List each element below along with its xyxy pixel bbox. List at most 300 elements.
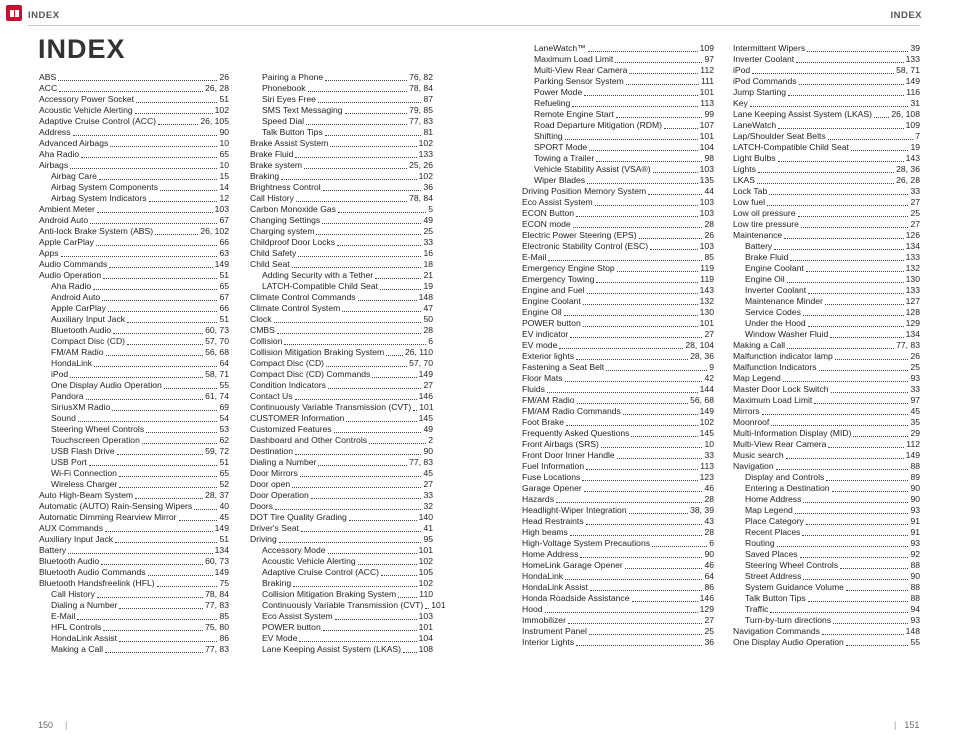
entry-pages: 90: [910, 483, 920, 493]
index-entry: [39, 512, 229, 523]
entry-term: Head Restraints: [522, 516, 584, 526]
index-entry: [522, 472, 714, 483]
entry-pages: 144: [699, 384, 714, 394]
entry-term: Multi-View Rear Camera: [733, 439, 827, 449]
entry-term: One Display Audio Operation: [51, 380, 162, 390]
dot-leader: [296, 201, 407, 202]
entry-pages: 25: [910, 208, 920, 218]
index-subentry: [522, 65, 714, 76]
dot-leader: [808, 601, 909, 602]
entry-term: Apps: [39, 248, 59, 258]
entry-pages: 132: [699, 296, 714, 306]
entry-term: Place Category: [745, 516, 804, 526]
dot-leader: [787, 282, 904, 283]
entry-pages: 129: [905, 318, 920, 328]
index-entry: [522, 626, 714, 637]
index-entry: [250, 413, 433, 424]
entry-term: Bluetooth Audio Commands: [39, 567, 146, 577]
dot-leader: [304, 168, 407, 169]
entry-pages: 35: [910, 417, 920, 427]
dot-leader: [625, 568, 703, 569]
entry-term: Saved Places: [745, 549, 798, 559]
entry-pages: 81: [423, 127, 433, 137]
entry-term: Emergency Towing: [522, 274, 595, 284]
index-entry: [250, 446, 433, 457]
entry-pages: 32: [423, 501, 433, 511]
index-entry: [733, 428, 920, 439]
entry-pages: 60, 73: [205, 325, 229, 335]
entry-term: EV indicator: [522, 329, 569, 339]
dot-leader: [89, 465, 218, 466]
index-entry: [250, 501, 433, 512]
dot-leader: [323, 190, 422, 191]
entry-pages: 148: [905, 626, 920, 636]
entry-term: Airbags: [39, 160, 69, 170]
entry-term: ECON mode: [522, 219, 571, 229]
dot-leader: [99, 179, 218, 180]
book-icon: [6, 5, 22, 21]
dot-leader: [822, 634, 904, 635]
index-entry: [39, 105, 229, 116]
dot-leader: [778, 128, 904, 129]
entry-pages: 146: [699, 593, 714, 603]
dot-leader: [403, 652, 417, 653]
entry-pages: 65: [219, 281, 229, 291]
dot-leader: [113, 333, 203, 334]
entry-pages: 27: [704, 329, 714, 339]
index-subentry: [39, 633, 229, 644]
dot-leader: [413, 410, 417, 411]
entry-pages: 26, 110: [404, 347, 433, 357]
index-entry: [250, 303, 433, 314]
entry-term: Brake system: [250, 160, 303, 170]
entry-term: High-Voltage System Precautions: [522, 538, 651, 548]
entry-pages: 12: [219, 193, 229, 203]
entry-term: ACC: [39, 83, 58, 93]
dot-leader: [830, 337, 903, 338]
index-entry: [250, 468, 433, 479]
index-entry: [733, 373, 920, 384]
entry-pages: 52: [219, 479, 229, 489]
index-entry: [522, 549, 714, 560]
entry-term: Maximum Load Limit: [733, 395, 813, 405]
index-entry: [522, 307, 714, 318]
index-entry: [250, 160, 433, 171]
index-subentry: [39, 281, 229, 292]
entry-pages: 103: [699, 164, 714, 174]
index-entry: [522, 197, 714, 208]
dot-leader: [786, 458, 904, 459]
dot-leader: [292, 267, 422, 268]
entry-term: LaneWatch: [733, 120, 777, 130]
entry-pages: 56, 68: [690, 395, 714, 405]
index-subentry: [250, 72, 433, 83]
dot-leader: [108, 311, 218, 312]
index-subentry: [39, 622, 229, 633]
entry-pages: 126: [905, 230, 920, 240]
dot-leader: [372, 377, 416, 378]
entry-term: High beams: [522, 527, 568, 537]
entry-term: Garage Opener: [522, 483, 582, 493]
entry-pages: 49: [423, 215, 433, 225]
dot-leader: [851, 150, 909, 151]
index-column-3: [522, 43, 714, 648]
entry-pages: 88: [910, 461, 920, 471]
dot-leader: [846, 590, 909, 591]
dot-leader: [601, 447, 703, 448]
entry-pages: 60, 73: [205, 556, 229, 566]
entry-pages: 41: [423, 523, 433, 533]
entry-term: Steering Wheel Controls: [51, 424, 145, 434]
entry-pages: 135: [699, 175, 714, 185]
entry-term: USB Flash Drive: [51, 446, 115, 456]
index-subentry: [733, 296, 920, 307]
entry-term: Braking: [262, 578, 292, 588]
entry-term: Adding Security with a Tether: [262, 270, 374, 280]
index-entry: [250, 171, 433, 182]
dot-leader: [589, 150, 697, 151]
index-subentry: [250, 633, 433, 644]
dot-leader: [650, 249, 698, 250]
entry-term: Towing a Trailer: [534, 153, 595, 163]
entry-term: Sound: [51, 413, 76, 423]
entry-term: Recent Places: [745, 527, 801, 537]
index-entry: [250, 391, 433, 402]
index-subentry: [39, 446, 229, 457]
entry-pages: 143: [905, 153, 920, 163]
entry-pages: 97: [704, 54, 714, 64]
entry-pages: 149: [905, 76, 920, 86]
index-subentry: [39, 391, 229, 402]
dot-leader: [808, 293, 904, 294]
index-subentry: [733, 538, 920, 549]
dot-leader: [311, 498, 422, 499]
dot-leader: [652, 546, 707, 547]
entry-pages: 77, 83: [409, 457, 433, 467]
entry-pages: 56, 68: [205, 347, 229, 357]
entry-term: Ambient Meter: [39, 204, 95, 214]
entry-pages: 101: [699, 87, 714, 97]
index-subentry: [250, 556, 433, 567]
entry-pages: 93: [910, 615, 920, 625]
index-subentry: [250, 600, 446, 611]
entry-pages: 75: [219, 578, 229, 588]
index-subentry: [39, 314, 229, 325]
dot-leader: [572, 106, 698, 107]
entry-pages: 25: [704, 626, 714, 636]
entry-term: Door open: [250, 479, 291, 489]
dot-leader: [583, 326, 698, 327]
dot-leader: [750, 106, 909, 107]
dot-leader: [81, 157, 217, 158]
entry-pages: 28: [423, 325, 433, 335]
dot-leader: [803, 579, 908, 580]
index-subentry: [250, 545, 433, 556]
dot-leader: [326, 366, 407, 367]
entry-term: Lights: [733, 164, 756, 174]
dot-leader: [281, 179, 417, 180]
entry-pages: 92: [910, 549, 920, 559]
dot-leader: [157, 586, 218, 587]
entry-pages: 14: [219, 182, 229, 192]
index-entry: [250, 347, 433, 358]
index-entry: [522, 252, 714, 263]
entry-term: Exterior lights: [522, 351, 575, 361]
dot-leader: [758, 172, 894, 173]
entry-term: Home Address: [745, 494, 802, 504]
entry-term: Fastening a Seat Belt: [522, 362, 605, 372]
dot-leader: [284, 344, 426, 345]
entry-term: Brake Fluid: [250, 149, 294, 159]
entry-term: Address: [39, 127, 71, 137]
entry-pages: 101: [699, 131, 714, 141]
entry-term: Bluetooth Handsfreelink (HFL): [39, 578, 155, 588]
index-entry: [522, 439, 714, 450]
entry-pages: 6: [428, 336, 433, 346]
entry-term: iPod Commands: [733, 76, 797, 86]
index-subentry: [522, 54, 714, 65]
entry-pages: 26, 108: [891, 109, 920, 119]
index-subentry: [733, 549, 920, 560]
index-subentry: [39, 182, 229, 193]
index-entry: [250, 259, 433, 270]
index-entry: [39, 545, 229, 556]
entry-pages: 134: [905, 329, 920, 339]
entry-term: Compact Disc (CD): [250, 358, 325, 368]
index-entry: [733, 439, 920, 450]
index-subentry: [39, 424, 229, 435]
entry-term: Moonroof: [733, 417, 770, 427]
dot-leader: [381, 575, 417, 576]
index-subentry: [39, 347, 229, 358]
dot-leader: [568, 623, 703, 624]
dot-leader: [577, 403, 689, 404]
entry-pages: 57, 70: [409, 358, 433, 368]
header-divider-right: [480, 25, 920, 26]
entry-term: Lane Keeping Assist System (LKAS): [262, 644, 402, 654]
entry-term: Inverter Coolant: [733, 54, 795, 64]
index-entry: [733, 109, 920, 120]
dot-leader: [629, 513, 688, 514]
entry-pages: 112: [700, 65, 714, 75]
entry-pages: 64: [219, 358, 229, 368]
entry-term: Traffic: [745, 604, 769, 614]
entry-pages: 43: [704, 516, 714, 526]
entry-pages: 61, 74: [205, 391, 229, 401]
entry-term: Master Door Lock Switch: [733, 384, 829, 394]
index-entry: [39, 501, 229, 512]
entry-term: SPORT Mode: [534, 142, 588, 152]
index-entry: [522, 538, 714, 549]
index-entry: [39, 556, 229, 567]
entry-pages: 127: [905, 296, 920, 306]
dot-leader: [616, 117, 703, 118]
index-entry: [733, 626, 920, 637]
index-subentry: [250, 622, 433, 633]
entry-term: Automatic (AUTO) Rain-Sensing Wipers: [39, 501, 193, 511]
dot-leader: [767, 205, 908, 206]
entry-term: Acoustic Vehicle Alerting: [262, 556, 356, 566]
index-entry: [39, 534, 229, 545]
entry-pages: 145: [699, 428, 714, 438]
dot-leader: [306, 124, 407, 125]
dot-leader: [97, 212, 213, 213]
entry-term: Low fuel: [733, 197, 766, 207]
index-entry: [733, 43, 920, 54]
index-entry: [733, 65, 920, 76]
entry-term: Street Address: [745, 571, 802, 581]
dot-leader: [846, 645, 909, 646]
index-subentry: [522, 153, 714, 164]
index-column-4: [733, 43, 920, 648]
entry-pages: 103: [699, 241, 714, 251]
entry-term: HondaLink Assist: [51, 633, 117, 643]
entry-pages: 28: [704, 219, 714, 229]
entry-term: Maintenance Minder: [745, 296, 823, 306]
index-entry: [250, 314, 433, 325]
dot-leader: [814, 403, 908, 404]
entry-term: Door Mirrors: [250, 468, 298, 478]
dot-leader: [94, 366, 217, 367]
entry-term: Refueling: [534, 98, 571, 108]
index-entry: [39, 72, 229, 83]
index-entry: [733, 131, 920, 142]
index-entry: [522, 230, 714, 241]
entry-pages: 27: [910, 219, 920, 229]
entry-term: Driving Position Memory System: [522, 186, 647, 196]
entry-term: Interior Lights: [522, 637, 575, 647]
dot-leader: [279, 542, 422, 543]
entry-pages: 26, 105: [200, 116, 229, 126]
entry-pages: 59, 72: [205, 446, 229, 456]
entry-pages: 93: [910, 505, 920, 515]
dot-leader: [583, 304, 698, 305]
entry-term: Shifting: [534, 131, 563, 141]
entry-term: Adaptive Cruise Control (ACC): [39, 116, 157, 126]
dot-leader: [653, 172, 698, 173]
index-subentry: [39, 435, 229, 446]
index-entry: [522, 186, 714, 197]
entry-term: FM/AM Radio: [51, 347, 104, 357]
entry-term: Eco Assist System: [522, 197, 593, 207]
index-entry: [522, 263, 714, 274]
dot-leader: [802, 535, 908, 536]
entry-pages: 101: [431, 600, 446, 610]
entry-term: Child Seat: [250, 259, 290, 269]
entry-pages: 25, 26: [409, 160, 433, 170]
index-subentry: [39, 611, 229, 622]
dot-leader: [798, 216, 909, 217]
dot-leader: [828, 139, 914, 140]
entry-term: Malfunction Indicators: [733, 362, 817, 372]
entry-pages: 94: [910, 604, 920, 614]
dot-leader: [318, 465, 407, 466]
entry-term: Frequently Asked Questions: [522, 428, 630, 438]
index-entry: [250, 479, 433, 490]
dot-leader: [631, 436, 697, 437]
index-entry: [250, 424, 433, 435]
entry-term: Battery: [745, 241, 773, 251]
index-subentry: [733, 505, 920, 516]
entry-term: Map Legend: [733, 373, 781, 383]
entry-pages: 101: [418, 622, 433, 632]
dot-leader: [194, 509, 217, 510]
entry-pages: 112: [906, 439, 920, 449]
index-entry: [733, 362, 920, 373]
entry-pages: 85: [704, 252, 714, 262]
entry-term: Power Mode: [534, 87, 583, 97]
dot-leader: [102, 300, 217, 301]
dot-leader: [840, 568, 908, 569]
entry-pages: 86: [219, 633, 229, 643]
entry-term: Malfunction indicator lamp: [733, 351, 833, 361]
entry-pages: 65: [219, 149, 229, 159]
entry-pages: 107: [699, 120, 714, 130]
entry-pages: 77, 83: [205, 600, 229, 610]
index-entry: [733, 54, 920, 65]
dot-leader: [617, 271, 699, 272]
entry-term: Fluids: [522, 384, 545, 394]
entry-term: Door Operation: [250, 490, 309, 500]
entry-term: Anti-lock Brake System (ABS): [39, 226, 154, 236]
index-subentry: [733, 527, 920, 538]
entry-pages: 104: [418, 633, 433, 643]
entry-term: Multi-View Rear Camera: [534, 65, 628, 75]
entry-pages: 16: [423, 248, 433, 258]
dot-leader: [769, 194, 908, 195]
dot-leader: [274, 322, 422, 323]
entry-term: Customized Features: [250, 424, 332, 434]
entry-pages: 119: [700, 263, 714, 273]
dot-leader: [623, 414, 698, 415]
entry-pages: 133: [905, 54, 920, 64]
entry-term: HondaLink: [51, 358, 93, 368]
entry-pages: 51: [219, 314, 229, 324]
entry-pages: 103: [214, 204, 229, 214]
index-entry: [733, 637, 920, 648]
index-subentry: [733, 593, 920, 604]
entry-term: Honda Roadside Assistance: [522, 593, 630, 603]
entry-term: Dialing a Number: [51, 600, 118, 610]
index-subentry: [733, 252, 920, 263]
index-entry: [522, 527, 714, 538]
entry-term: Doors: [250, 501, 273, 511]
entry-term: Headlight-Wiper Integration: [522, 505, 627, 515]
index-subentry: [733, 263, 920, 274]
entry-pages: 149: [699, 406, 714, 416]
entry-pages: 51: [219, 457, 229, 467]
dot-leader: [322, 223, 421, 224]
dot-leader: [587, 183, 698, 184]
dot-leader: [70, 168, 217, 169]
entry-pages: 90: [704, 549, 714, 559]
dot-leader: [573, 227, 703, 228]
index-entry: [39, 215, 229, 226]
dot-leader: [808, 326, 904, 327]
entry-term: Dashboard and Other Controls: [250, 435, 368, 445]
entry-term: Siri Eyes Free: [262, 94, 316, 104]
entry-term: Routing: [745, 538, 775, 548]
entry-pages: 46: [704, 483, 714, 493]
entry-pages: 133: [418, 149, 433, 159]
entry-term: LATCH-Compatible Child Seat: [733, 142, 849, 152]
index-entry: [522, 494, 714, 505]
entry-term: Phonebook: [262, 83, 306, 93]
entry-term: Touchscreen Operation: [51, 435, 140, 445]
entry-term: Wireless Charger: [51, 479, 118, 489]
entry-pages: 19: [423, 281, 433, 291]
index-entry: [522, 483, 714, 494]
